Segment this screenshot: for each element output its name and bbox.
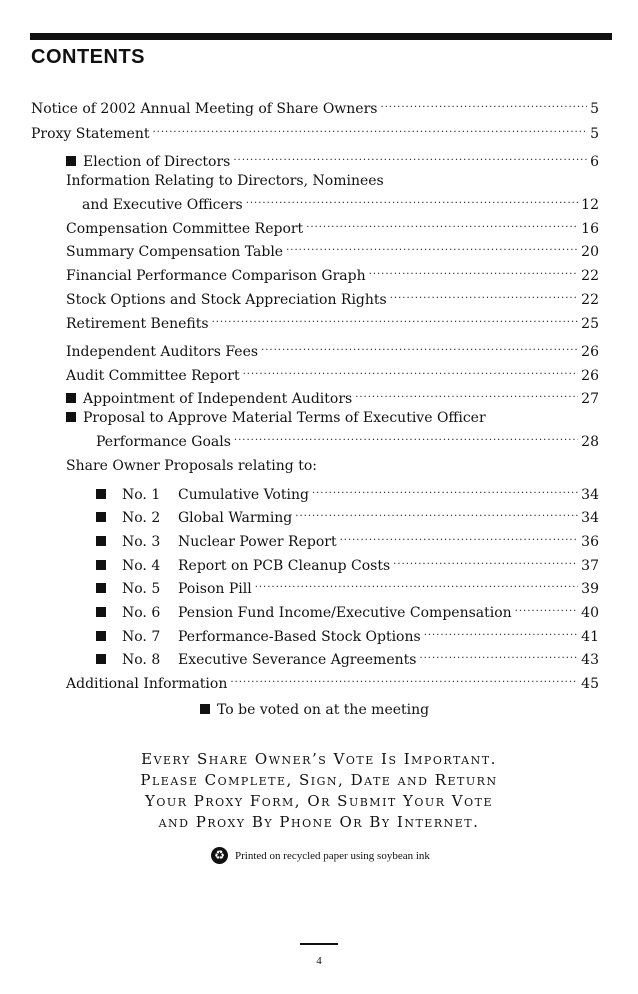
toc-entry-title: Poison Pill	[178, 581, 252, 597]
toc-entry-stock-options[interactable]	[66, 286, 599, 308]
dot-leader	[243, 362, 579, 380]
vote-square-icon	[96, 512, 106, 522]
share-owner-proposals-heading: Share Owner Proposals relating to:	[66, 458, 317, 474]
dot-leader	[212, 310, 579, 328]
vote-square-icon	[96, 536, 106, 546]
toc-page-number: 39	[581, 581, 599, 597]
toc-entry-additional-information[interactable]	[66, 670, 599, 692]
toc-entry-title: Performance Goals	[96, 434, 231, 450]
vote-square-icon	[66, 412, 76, 422]
toc-entry-proxy-statement[interactable]	[31, 120, 599, 142]
vote-square-icon	[66, 393, 76, 403]
toc-entry-proposal-line1	[66, 409, 486, 427]
proposal-number: No. 4	[122, 558, 161, 574]
page-number: 4	[316, 955, 322, 967]
toc-page-number: 5	[590, 101, 599, 117]
toc-page-number: 41	[581, 629, 599, 645]
proposal-number: No. 6	[122, 605, 161, 621]
dot-leader	[230, 670, 578, 688]
vote-square-icon	[96, 631, 106, 641]
dot-leader	[515, 599, 579, 617]
footer-rule	[300, 943, 338, 945]
dot-leader	[261, 338, 578, 356]
toc-entry-performance-goals[interactable]	[96, 428, 599, 450]
toc-page-number: 26	[581, 368, 599, 384]
dot-leader	[355, 385, 578, 403]
toc-page-number: 28	[581, 434, 599, 450]
dot-leader	[255, 575, 578, 593]
dot-leader	[152, 120, 587, 138]
toc-page-number: 5	[590, 126, 599, 142]
toc-page-number: 36	[581, 534, 599, 550]
dot-leader	[393, 552, 578, 570]
toc-page-number: 27	[581, 391, 599, 407]
vote-message-line: Every Share Owner’s Vote Is Important.	[141, 750, 497, 768]
recycled-paper-note: Printed on recycled paper using soybean ink	[235, 850, 430, 862]
toc-page-number: 20	[581, 244, 599, 260]
toc-entry-audit-committee[interactable]	[66, 362, 599, 384]
recycle-icon: ♻	[211, 847, 228, 864]
toc-page-number: 43	[581, 652, 599, 668]
toc-entry-summary-compensation[interactable]	[66, 238, 599, 260]
toc-entry-title: Report on PCB Cleanup Costs	[178, 558, 391, 574]
toc-entry-proposal-1[interactable]	[96, 481, 599, 503]
toc-entry-proposal-6[interactable]	[96, 599, 599, 621]
dot-leader	[233, 148, 587, 166]
toc-entry-appointment[interactable]	[66, 385, 599, 407]
toc-entry-directors-info[interactable]	[82, 191, 599, 213]
toc-entry-title: Election of Directors	[83, 154, 231, 170]
vote-message-line: Please Complete, Sign, Date and Return	[140, 771, 498, 789]
vote-square-icon	[96, 560, 106, 570]
toc-entry-compensation-committee[interactable]	[66, 215, 599, 237]
toc-entry-title: Appointment of Independent Auditors	[83, 391, 353, 407]
toc-page-number: 34	[581, 510, 599, 526]
toc-entry-title: Executive Severance Agreements	[178, 652, 417, 668]
toc-entry-title: Audit Committee Report	[66, 368, 240, 384]
vote-square-icon	[96, 583, 106, 593]
toc-entry-title: Pension Fund Income/Executive Compensation	[178, 605, 512, 621]
toc-entry-retirement[interactable]	[66, 310, 599, 332]
dot-leader	[312, 481, 578, 499]
toc-entry-proposal-2[interactable]	[96, 504, 599, 526]
dot-leader	[306, 215, 578, 233]
proposal-number: No. 7	[122, 629, 161, 645]
toc-entry-title: Cumulative Voting	[178, 487, 309, 503]
vote-square-icon	[66, 156, 76, 166]
proposal-number: No. 5	[122, 581, 161, 597]
dot-leader	[419, 646, 578, 664]
toc-entry-title: Proxy Statement	[31, 126, 150, 142]
vote-square-icon	[200, 704, 210, 714]
dot-leader	[340, 528, 579, 546]
toc-page-number: 26	[581, 344, 599, 360]
toc-entry-title: Performance-Based Stock Options	[178, 629, 421, 645]
proposal-number: No. 3	[122, 534, 161, 550]
vote-square-icon	[96, 607, 106, 617]
toc-page-number: 6	[590, 154, 599, 170]
dot-leader	[380, 95, 587, 113]
toc-entry-info-line1: Information Relating to Directors, Nominees	[66, 173, 384, 189]
toc-page-number: 16	[581, 221, 599, 237]
toc-entry-title: Global Warming	[178, 510, 293, 526]
toc-entry-financial-performance[interactable]	[66, 262, 599, 284]
dot-leader	[295, 504, 578, 522]
proposal-number: No. 2	[122, 510, 161, 526]
vote-square-icon	[96, 654, 106, 664]
top-rule	[30, 33, 612, 40]
toc-entry-proposal-5[interactable]	[96, 575, 599, 597]
toc-page-number: 25	[581, 316, 599, 332]
toc-entry-title: Stock Options and Stock Appreciation Rights	[66, 292, 387, 308]
vote-legend	[200, 701, 429, 719]
toc-entry-auditor-fees[interactable]	[66, 338, 599, 360]
toc-page-number: 12	[581, 197, 599, 213]
toc-entry-proposal-4[interactable]	[96, 552, 599, 574]
proposal-number: No. 8	[122, 652, 161, 668]
vote-message	[0, 749, 638, 833]
toc-entry-title: Nuclear Power Report	[178, 534, 337, 550]
toc-page-number: 40	[581, 605, 599, 621]
toc-entry-proposal-7[interactable]	[96, 623, 599, 645]
dot-leader	[369, 262, 579, 280]
page-title: CONTENTS	[31, 46, 145, 68]
toc-entry-title: Financial Performance Comparison Graph	[66, 268, 366, 284]
toc-entry-title: and Executive Officers	[82, 197, 243, 213]
vote-message-line: Your Proxy Form, Or Submit Your Vote	[145, 792, 493, 810]
vote-square-icon	[96, 489, 106, 499]
toc-entry-title: Independent Auditors Fees	[66, 344, 259, 360]
vote-legend-text: To be voted on at the meeting	[217, 702, 430, 718]
toc-entry-title: Additional Information	[66, 676, 228, 692]
dot-leader	[424, 623, 578, 641]
dot-leader	[234, 428, 578, 446]
toc-page-number: 37	[581, 558, 599, 574]
toc-entry-title: Compensation Committee Report	[66, 221, 304, 237]
toc-entry-notice[interactable]	[31, 95, 599, 117]
toc-entry-proposal-8[interactable]	[96, 646, 599, 668]
toc-entry-title: Summary Compensation Table	[66, 244, 284, 260]
proposal-number: No. 1	[122, 487, 161, 503]
toc-entry-proposal-3[interactable]	[96, 528, 599, 550]
toc-entry-title: Proposal to Approve Material Terms of Executive Officer	[83, 410, 486, 426]
dot-leader	[286, 238, 578, 256]
toc-entry-election[interactable]	[66, 148, 599, 170]
vote-message-line: and Proxy By Phone Or By Internet.	[158, 813, 480, 831]
toc-page-number: 22	[581, 268, 599, 284]
toc-page-number: 45	[581, 676, 599, 692]
toc-page-number: 22	[581, 292, 599, 308]
toc-entry-title: Retirement Benefits	[66, 316, 209, 332]
dot-leader	[390, 286, 578, 304]
toc-entry-title: Notice of 2002 Annual Meeting of Share Owners	[31, 101, 378, 117]
toc-page-number: 34	[581, 487, 599, 503]
dot-leader	[246, 191, 578, 209]
